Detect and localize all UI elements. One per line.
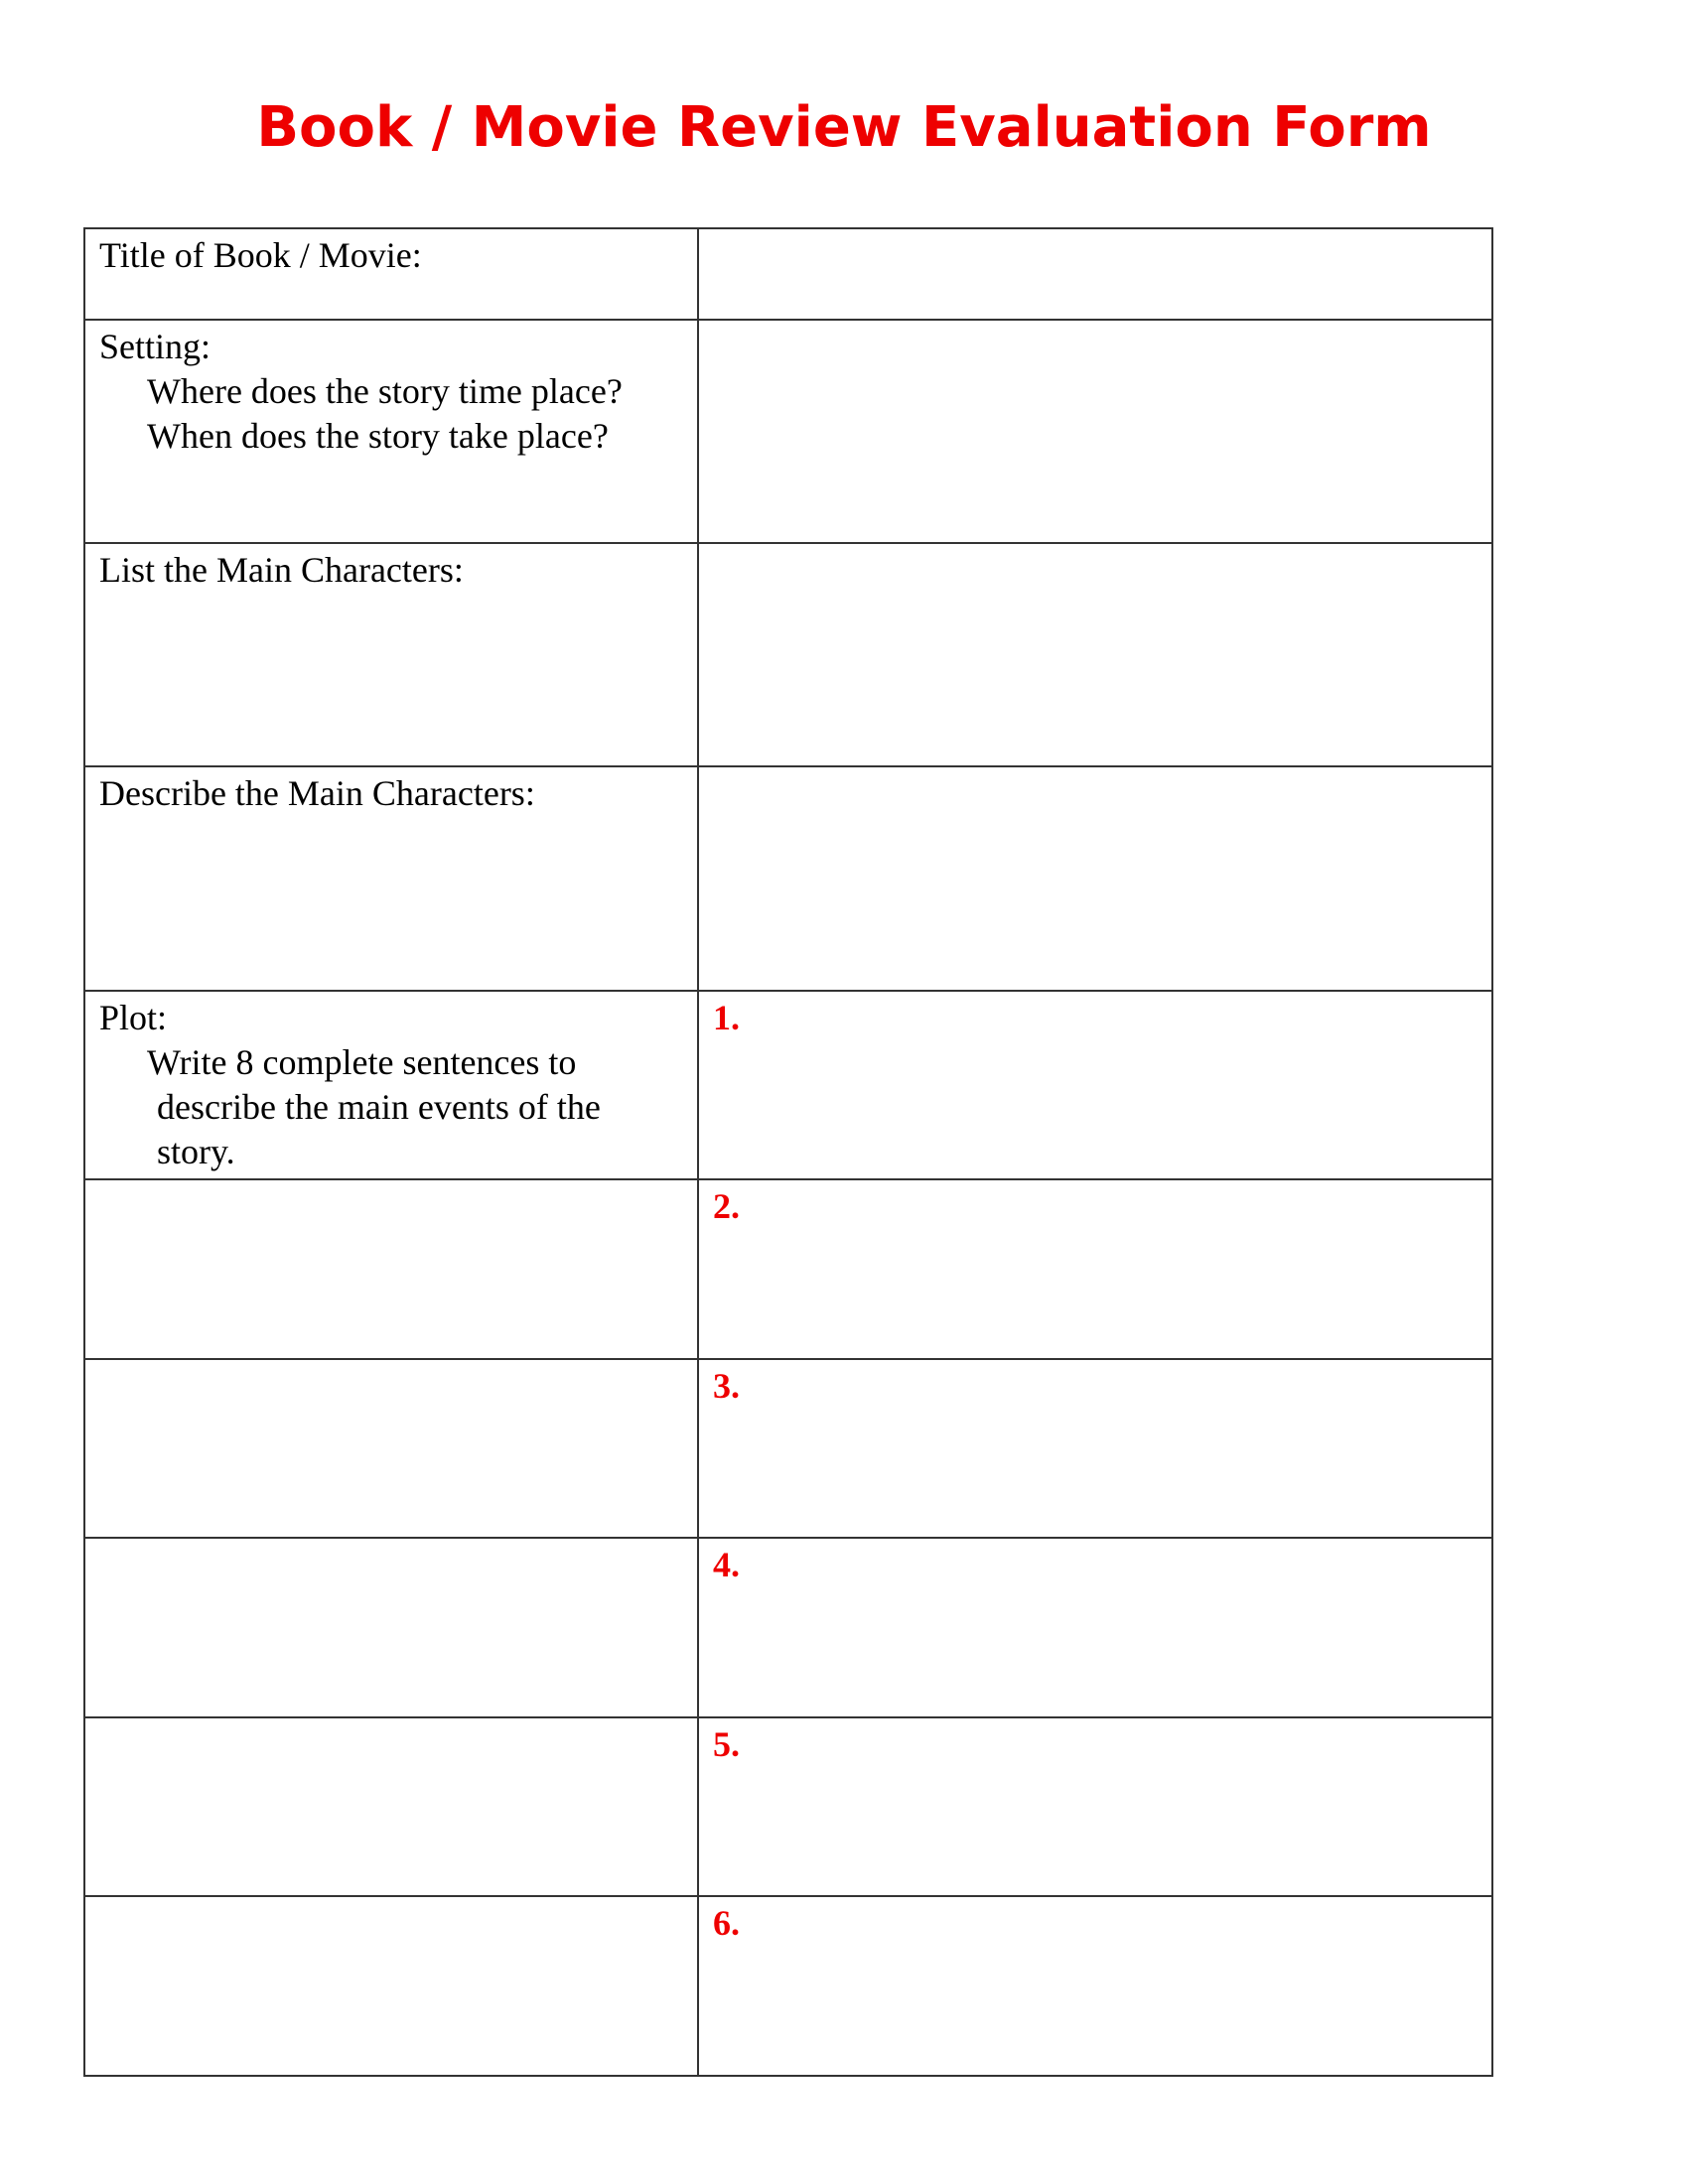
row-plot-3 [84, 1359, 1492, 1538]
plot-instruction-line-3: story. [157, 1132, 235, 1171]
setting-label: Setting: [99, 327, 211, 366]
plot-number: 3. [713, 1366, 740, 1406]
empty-cell [84, 1538, 698, 1717]
row-plot-4 [84, 1538, 1492, 1717]
setting-question-when: When does the story take place? [147, 416, 609, 456]
row-plot-2 [84, 1179, 1492, 1359]
plot-answer-field-1[interactable] [698, 991, 1492, 1179]
row-plot-5 [84, 1717, 1492, 1896]
plot-label: Plot: [99, 998, 168, 1037]
describe-characters-label: Describe the Main Characters: [84, 766, 698, 991]
empty-cell [84, 1717, 698, 1896]
plot-answer-field-6[interactable] [698, 1896, 1492, 2076]
row-title [84, 228, 1492, 320]
plot-number: 6. [713, 1903, 740, 1943]
plot-instruction-line-2: describe the main events of the [157, 1087, 601, 1127]
plot-number: 4. [713, 1545, 740, 1584]
plot-answer-field-3[interactable] [698, 1359, 1492, 1538]
setting-label-cell [84, 320, 698, 543]
list-characters-answer-field[interactable] [698, 543, 1492, 766]
plot-number: 5. [713, 1724, 740, 1764]
setting-answer-field[interactable] [698, 320, 1492, 543]
row-plot-1 [84, 991, 1492, 1179]
empty-cell [84, 1359, 698, 1538]
review-form-table [83, 227, 1493, 2077]
describe-characters-answer-field[interactable] [698, 766, 1492, 991]
plot-number: 2. [713, 1186, 740, 1226]
row-plot-6 [84, 1896, 1492, 2076]
row-describe-characters [84, 766, 1492, 991]
row-list-characters [84, 543, 1492, 766]
plot-answer-field-2[interactable] [698, 1179, 1492, 1359]
plot-answer-field-4[interactable] [698, 1538, 1492, 1717]
empty-cell [84, 1179, 698, 1359]
title-answer-field[interactable] [698, 228, 1492, 320]
plot-instruction-line-1: Write 8 complete sentences to [147, 1042, 577, 1082]
plot-label-cell [84, 991, 698, 1179]
plot-answer-field-5[interactable] [698, 1717, 1492, 1896]
plot-number: 1. [713, 998, 740, 1037]
list-characters-label: List the Main Characters: [84, 543, 698, 766]
row-setting [84, 320, 1492, 543]
empty-cell [84, 1896, 698, 2076]
page-title: Book / Movie Review Evaluation Form [256, 95, 1432, 160]
setting-question-where: Where does the story time place? [147, 371, 623, 411]
title-label: Title of Book / Movie: [84, 228, 698, 320]
